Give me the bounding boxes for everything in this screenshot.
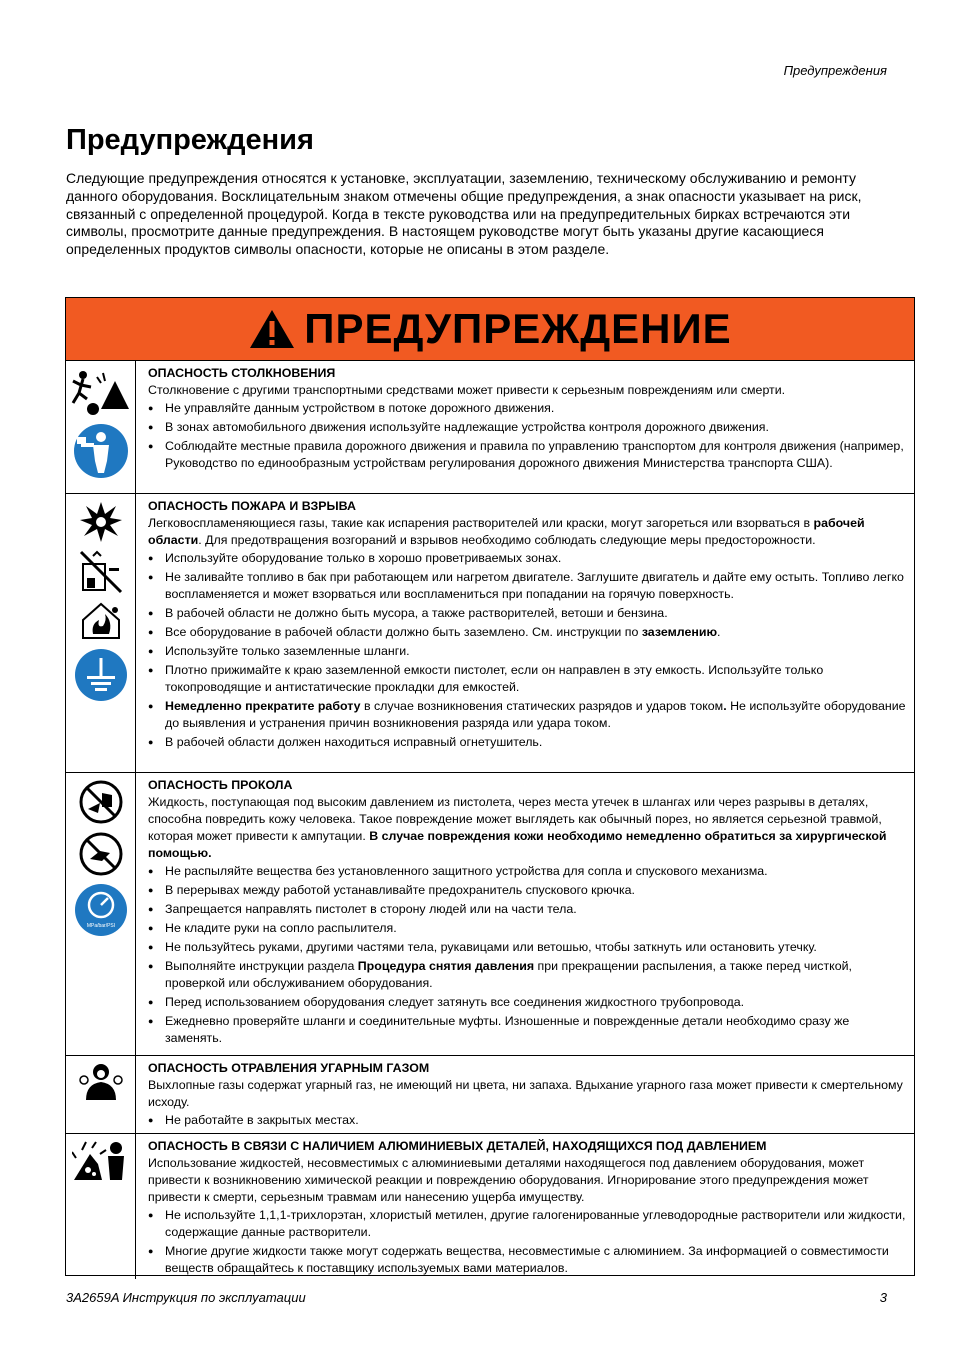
- warning-triangle-icon: [248, 308, 296, 350]
- hazard-description: Выхлопные газы содержат угарный газ, не имеющий ни цвета, ни запаха. Вдыхание угарного газа может привести к смертельному исходу.: [148, 1078, 903, 1109]
- collision-icon: [71, 367, 131, 417]
- hazard-text: [136, 361, 914, 493]
- page-number: 3: [879, 1290, 887, 1305]
- no-spray-icon: [78, 831, 124, 877]
- bullet-bold: Немедленно прекратите работу: [165, 699, 361, 713]
- hazard-bullets: [148, 1207, 906, 1277]
- bullet-item: ● Не заливайте топливо в бак при работающем или нагретом двигателе. Заглушите двигатель и дайте ему остыть. Топливо легко воспламеняется и может взорваться или воспламениться при попадании на горячую поверхность.: [148, 569, 906, 603]
- hazard-icons: [66, 494, 136, 772]
- hazard-title: ОПАСНОСТЬ СТОЛКНОВЕНИЯ: [148, 366, 336, 380]
- bullet-bold: заземлению: [641, 625, 718, 639]
- gauge-label: MPa/bar/PSI: [86, 923, 115, 929]
- hazard-title: ОПАСНОСТЬ ОТРАВЛЕНИЯ УГАРНЫМ ГАЗОМ: [148, 1061, 430, 1075]
- warning-table: [65, 297, 915, 1276]
- desc-bold: В случае повреждения кожи необходимо немедленно обратиться за хирургической помощью.: [148, 829, 887, 860]
- hazard-description: [148, 515, 906, 549]
- hazard-icons: [66, 773, 136, 1055]
- hazard-description: Использование жидкостей, несовместимых с алюминиевыми деталями находящегося под давлением оборудования, может привести к возникновению химической реакции и повреждению оборудования. Игнорирование этого предупреждения может привести к смерти, серьезным травмам или нанесению ущерба имуществу.: [148, 1156, 869, 1204]
- hazard-row-carbon-monoxide: [66, 1056, 914, 1134]
- hazard-icons: [66, 1134, 136, 1279]
- hazard-bullets: [148, 550, 906, 751]
- bullet-item: ● Не распыляйте вещества без установленного защитного устройства для сопла и спускового механизма.: [148, 863, 906, 880]
- hazard-row-aluminum: [66, 1134, 914, 1279]
- aluminum-reaction-icon: [72, 1140, 130, 1182]
- hazard-row-injection: [66, 773, 914, 1056]
- hazard-text: [136, 494, 914, 772]
- fire-house-icon: [79, 600, 123, 642]
- desc-bold: рабочей области: [148, 516, 865, 547]
- bullet-item: ● Перед использованием оборудования следует затянуть все соединения жидкостного трубопровода.: [148, 994, 906, 1011]
- hazard-title: ОПАСНОСТЬ В СВЯЗИ С НАЛИЧИЕМ АЛЮМИНИЕВЫХ ДЕТАЛЕЙ, НАХОДЯЩИХСЯ ПОД ДАВЛЕНИЕМ: [148, 1139, 767, 1153]
- footer-doc-title: 3A2659A Инструкция по эксплуатации: [66, 1290, 306, 1305]
- hazard-bullets: [148, 1112, 906, 1129]
- bullet-item: ● Используйте только заземленные шланги.: [148, 643, 906, 660]
- bullet-text: в случае возникновения статических разрядов и ударов током: [360, 699, 724, 713]
- bullet-text: Выполняйте инструкции раздела: [165, 959, 358, 973]
- warning-banner: [66, 298, 914, 361]
- no-hand-icon: [78, 779, 124, 825]
- bullet-bold: .: [723, 699, 727, 713]
- bullet-item: ● Ежедневно проверяйте шланги и соединительные муфты. Изношенные и поврежденные детали необходимо сразу же заменять.: [148, 1013, 906, 1047]
- running-header: Предупреждения: [783, 63, 887, 78]
- hazard-description: Столкновение с другими транспортными средствами может привести к серьезным повреждениям или смерти.: [148, 383, 786, 397]
- no-fueling-icon: [79, 550, 123, 594]
- desc-text: . Для предотвращения возгораний и взрывов необходимо соблюдать следующие меры предосторожности.: [198, 533, 816, 547]
- gas-mask-icon: [78, 1062, 124, 1102]
- hazard-description: [148, 794, 906, 862]
- bullet-text: .: [717, 625, 721, 639]
- desc-text: Жидкость, поступающая под высоким давлением из пистолета, через места утечек в шлангах или через разрывы в деталях, способна повредить кожу человека. Такое повреждение может выглядеть как обычный порез, но является серьезной травмой, которая может привести к ампутации.: [148, 795, 882, 843]
- bullet-item: [148, 624, 906, 641]
- bullet-text: при прекращении распыления, а также перед чисткой, проверкой или обслуживанием оборудования.: [165, 959, 852, 990]
- bullet-item: ● В рабочей области не должно быть мусора, а также растворителей, ветоши и бензина.: [148, 605, 906, 622]
- bullet-item: ● В рабочей области должен находиться исправный огнетушитель.: [148, 734, 906, 751]
- hazard-title: ОПАСНОСТЬ ПРОКОЛА: [148, 778, 293, 792]
- bullet-item: [148, 698, 906, 732]
- bullet-item: ● Не управляйте данным устройством в потоке дорожного движения.: [148, 400, 906, 417]
- bullet-item: ● Плотно прижимайте к краю заземленной емкости пистолет, если он направлен в эту емкость. Используйте только токопроводящие и антистатические прокладки для емкостей.: [148, 662, 906, 696]
- bullet-item: ● В зонах автомобильного движения используйте надлежащие устройства контроля дорожного движения.: [148, 419, 906, 436]
- bullet-item: ● Не кладите руки на сопло распылителя.: [148, 920, 906, 937]
- explosion-icon: [78, 500, 124, 544]
- hazard-bullets: [148, 863, 906, 1047]
- hazard-bullets: [148, 400, 906, 472]
- hazard-icons: [66, 1056, 136, 1133]
- bullet-item: ● Многие другие жидкости также могут содержать вещества, несовместимые с алюминием. За информацией о совместимости веществ обращайтесь к поставщику используемых вами материалов.: [148, 1243, 906, 1277]
- bullet-item: ● Не работайте в закрытых местах.: [148, 1112, 906, 1129]
- hazard-row-fire-explosion: [66, 494, 914, 773]
- page-title: Предупреждения: [66, 124, 314, 156]
- desc-text: Легковоспламеняющиеся газы, такие как испарения растворителей или краски, могут загореться или взорваться в: [148, 516, 814, 530]
- bullet-item: ● В перерывах между работой устанавливайте предохранитель спускового крючка.: [148, 882, 906, 899]
- hazard-text: [136, 1134, 914, 1279]
- hazard-row-collision: [66, 361, 914, 494]
- bullet-text: Все оборудование в рабочей области должно быть заземлено. См. инструкции по: [165, 625, 642, 639]
- bullet-item: ● Не пользуйтесь руками, другими частями тела, рукавицами или ветошью, чтобы заткнуть или остановить утечку.: [148, 939, 906, 956]
- intro-paragraph: Следующие предупреждения относятся к установке, эксплуатации, заземлению, техническому обслуживанию и ремонту данного оборудования. Восклицательным знаком отмечены общие предупреждения, а знак опасности указывает на риск, связанный с определенной процедурой. Когда в тексте руководства или на предупредительных бирках встречаются эти символы, просмотрите данные предупреждения. В настоящем руководстве могут быть указаны другие касающиеся определенных продуктов символы опасности, которые не описаны в этом разделе.: [66, 170, 862, 258]
- bullet-item: ● Не используйте 1,1,1-трихлорэтан, хлористый метилен, другие галогенированные углеводородные растворители или жидкости, содержащие данные растворители.: [148, 1207, 906, 1241]
- hazard-icons: [66, 361, 136, 493]
- bullet-item: ● Соблюдайте местные правила дорожного движения и правила по управлению транспортом для контроля движения (например, Руководство по единообразным устройствам регулирования дорожного движения Министерства транспорта США).: [148, 438, 906, 472]
- bullet-bold: Процедура снятия давления: [357, 959, 535, 973]
- bullet-item: [148, 958, 906, 992]
- pressure-gauge-icon: [74, 883, 128, 937]
- hazard-text: [136, 1056, 914, 1133]
- bullet-text: Не используйте оборудование до выявления и устранения причин возникновения разряда или удара током.: [165, 699, 906, 730]
- warning-banner-label: ПРЕДУПРЕЖДЕНИЕ: [304, 305, 732, 352]
- flagger-icon: [73, 423, 129, 479]
- ground-icon: [74, 648, 128, 702]
- hazard-text: [136, 773, 914, 1055]
- bullet-item: ● Используйте оборудование только в хорошо проветриваемых зонах.: [148, 550, 906, 567]
- hazard-title: ОПАСНОСТЬ ПОЖАРА И ВЗРЫВА: [148, 499, 356, 513]
- bullet-item: ● Запрещается направлять пистолет в сторону людей или на части тела.: [148, 901, 906, 918]
